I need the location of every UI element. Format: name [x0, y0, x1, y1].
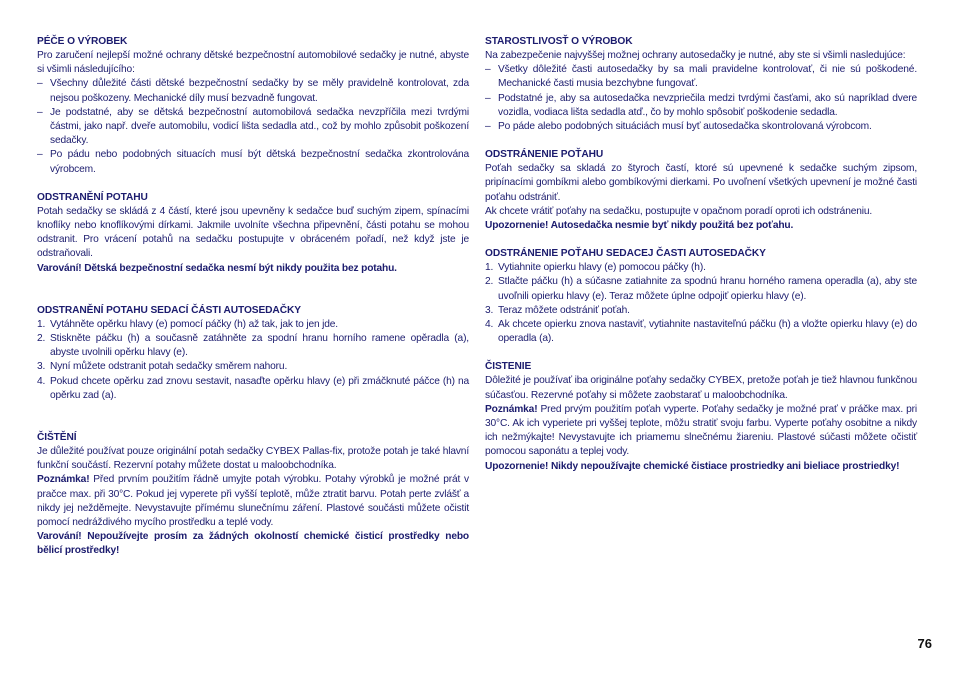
- bullet-mark: –: [485, 121, 491, 133]
- right-column-slovak: [485, 35, 917, 474]
- section-title: ČIŠTĚNÍ: [37, 432, 77, 444]
- section-text: Dôležité je používať iba originálne poťahy sedačky CYBEX, pretože poťah je tiež hlavnou funkčnou súčasťou. Rezervné poťahy si môžete zaobstarať u maloobchodníka.: [485, 375, 918, 401]
- note-paragraph: [485, 403, 917, 460]
- section-title: STAROSTLIVOSŤ O VÝROBOK: [485, 36, 633, 47]
- note-label: Poznámka!: [485, 403, 538, 415]
- section-seatcover-sk: [485, 247, 917, 346]
- list-item: – Všetky dôležité časti autosedačky by sa mali pravidelne kontrolovať, či nie sú poškodené. Mechanické časti musia bezchybne fungovať.: [485, 64, 917, 90]
- section-care-cz: [37, 35, 469, 177]
- section-text: Ak chcete vrátiť poťahy na sedačku, postupujte v opačnom poradí oproti ich odstráneniu.: [485, 205, 873, 217]
- warning-text: Varování! Dětská bezpečnostní sedačka nesmí být nikdy použita bez potahu.: [37, 262, 397, 274]
- section-cover-cz: [37, 191, 469, 276]
- section-title: ODSTRANĚNÍ POTAHU: [37, 191, 148, 203]
- section-text: Je důležité používat pouze originální potah sedačky CYBEX Pallas-fix, protože potah je také hlavní funkční součástí. Rezervní potahy můžete dostat u maloobchodníka.: [37, 446, 469, 472]
- numbered-list: [37, 318, 469, 403]
- bullet-mark: –: [37, 78, 43, 90]
- section-title: ODSTRANĚNÍ POTAHU SEDACÍ ČÁSTI AUTOSEDAČKY: [37, 304, 301, 316]
- bullet-mark: –: [485, 92, 491, 104]
- section-text: Poťah sedačky sa skladá zo štyroch častí, ktoré sú upevnené k sedačke suchým zipsom, pripínacími gombíkmi alebo gombíkovými dierkami. Po uvoľnení všetkých upevnení je možné časti poťahu odstrániť.: [485, 163, 917, 203]
- bullet-list: [485, 63, 917, 134]
- bullet-mark: –: [485, 64, 491, 76]
- bullet-mark: –: [37, 149, 43, 161]
- list-item: 3. Teraz môžete odstrániť poťah.: [485, 304, 630, 316]
- bullet-list: [37, 77, 469, 176]
- warning-text: Upozornenie! Autosedačka nesmie byť nikdy použitá bez poťahu.: [485, 220, 794, 232]
- list-item: 2. Stiskněte páčku (h) a současně zatáhněte za spodní hranu horního ramene opěradla (a), abyste uvolnili opěrku hlavy (e).: [37, 333, 469, 359]
- section-cleaning-sk: [485, 360, 917, 473]
- section-intro: Na zabezpečenie najvyššej možnej ochrany autosedačky je nutné, aby ste si všimli nasledujúce:: [485, 50, 906, 61]
- note-text: Pred prvým použitím poťah vyperte. Poťahy sedačky je možné prať v práčke max. pri 30°C. Ak ich vyperiete pri vyššej teplote, môžu stratiť svoju farbu. Vyperte poťahy osobitne a nikdy ich nežmýkajte! Nevystavujte ich priamemu slnečnému žiareniu. Plastové súčasti môžete očistiť pomocou saponátu a teplej vody.: [485, 403, 917, 458]
- note-text: Před prvním použitím řádně umyjte potah výrobku. Potahy výrobků je možné prát v pračce max. při 30°C. Pokud jej vyperete při vyšší teplotě, může ztratit barvu. Potah perte zvlášť a nikdy jej nežděmejte. Nevystavujte přímému slunečnímu záření. Plastové součásti můžete očistit pomocí nedráždivého mycího prostředku a teplé vody.: [37, 474, 469, 529]
- page-number: 76: [917, 636, 932, 651]
- note-paragraph: [37, 473, 469, 530]
- list-item: 4. Ak chcete opierku znova nastaviť, vytiahnite nastaviteľnú páčku (h) a vložte opierku hlavy (e) do operadla (a).: [485, 319, 917, 345]
- numbered-list: [485, 261, 917, 346]
- bullet-mark: –: [37, 106, 43, 118]
- warning-text: Varování! Nepoužívejte prosím za žádných okolností chemické čisticí prostředky nebo bělicí prostředky!: [37, 531, 469, 557]
- list-item: 3. Nyní můžete odstranit potah sedačky směrem nahoru.: [37, 361, 288, 373]
- list-item: – Podstatné je, aby sa autosedačka nevzpriečila medzi tvrdými časťami, ako sú napríklad dvere vozidla, vodiaca lišta sedadla atď., čo by mohlo spôsobiť poškodenie sedadla.: [485, 92, 917, 118]
- list-item: 1. Vytiahnite opierku hlavy (e) pomocou páčky (h).: [485, 262, 706, 274]
- section-title: ODSTRÁNENIE POŤAHU SEDACEJ ČASTI AUTOSEDAČKY: [485, 248, 766, 260]
- section-text: Potah sedačky se skládá z 4 částí, které jsou upevněny k sedačce buď suchým zipem, spínacími knoflíky nebo knoflíkovými dírkami. Jakmile uvolníte všechna připevnění, části potahu se mohou odstranit. Pro vrácení potahů na sedačku postupujte v obráceném pořadí, než když jste je odstraňovali.: [37, 205, 469, 260]
- section-intro: Pro zaručení nejlepší možné ochrany dětské bezpečnostní automobilové sedačky je nutné, abyste si všimli následujícího:: [37, 50, 469, 76]
- section-care-sk: [485, 35, 917, 134]
- left-column-czech: [37, 35, 469, 559]
- list-item: 2. Stlačte páčku (h) a súčasne zatiahnite za spodnú hranu horného ramena operadla (a), aby ste uvoľnili opierku hlavy (e). Teraz môžete úplne odpojiť opierku hlavy (e).: [485, 276, 917, 302]
- section-cover-sk: [485, 148, 917, 233]
- note-label: Poznámka!: [37, 474, 90, 486]
- list-item: 1. Vytáhněte opěrku hlavy (e) pomocí páčky (h) až tak, jak to jen jde.: [37, 318, 338, 330]
- section-title: ODSTRÁNENIE POŤAHU: [485, 149, 604, 161]
- list-item: – Po pádu nebo podobných situacích musí být dětská bezpečnostní sedačka zkontrolována výrobcem.: [37, 149, 469, 175]
- warning-text: Upozornenie! Nikdy nepoužívajte chemické čistiace prostriedky ani bieliace prostriedky!: [485, 460, 900, 472]
- section-title: ČISTENIE: [485, 361, 532, 373]
- list-item: – Po páde alebo podobných situáciách musí byť autosedačka skontrolovaná výrobcom.: [485, 120, 917, 134]
- list-item: – Všechny důležité části dětské bezpečnostní sedačky by se měly pravidelně kontrolovat, zda nejsou poškozeny. Mechanické díly musí bezvadně fungovat.: [37, 78, 469, 104]
- section-title: PÉČE O VÝROBEK: [37, 36, 128, 47]
- section-seatcover-cz: [37, 304, 469, 403]
- list-item: 4. Pokud chcete opěrku zad znovu sestavit, nasaďte opěrku hlavy (e) při zmáčknuté páčce (h) na opěrku zad (a).: [37, 375, 469, 401]
- section-cleaning-cz: [37, 431, 469, 559]
- list-item: – Je podstatné, aby se dětská bezpečnostní automobilová sedačka nevzpříčila mezi tvrdými částmi, jako např. dveře automobilu, vodicí lišta sedadla atd., což by mohlo způsobit poškození sedačky.: [37, 106, 469, 147]
